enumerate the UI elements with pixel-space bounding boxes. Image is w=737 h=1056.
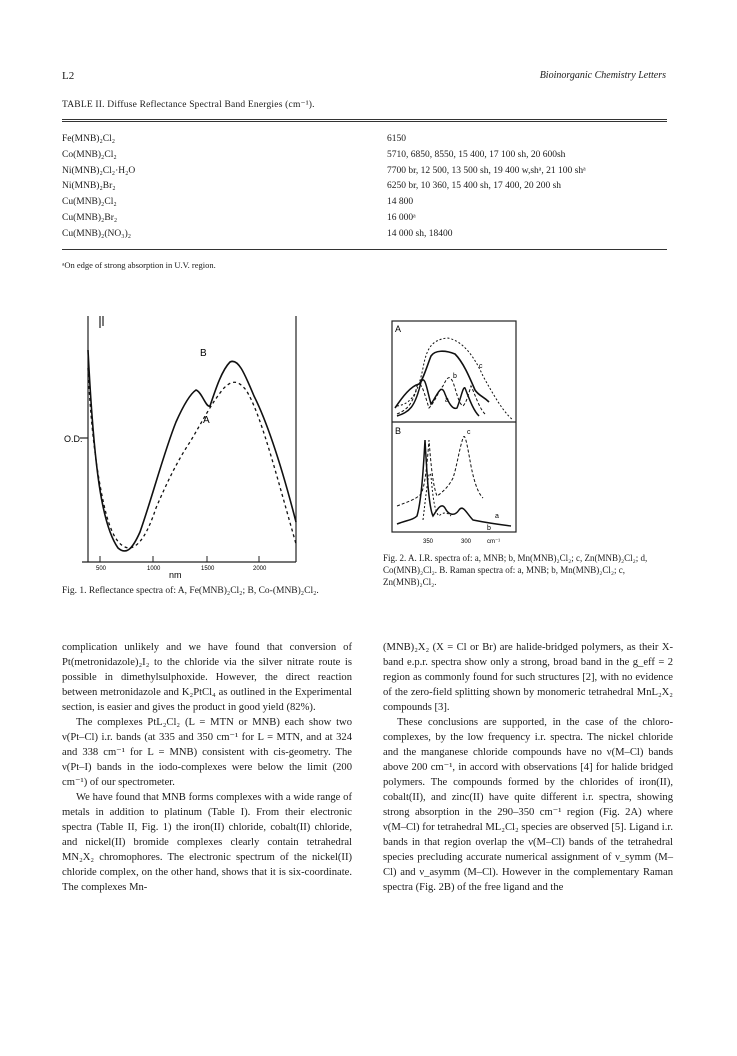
table-row <box>62 227 667 241</box>
fig2-B-label-b: b <box>487 525 491 532</box>
compound-cell: Ni(MNB)₂Br₂ <box>62 181 116 192</box>
band-energies-cell: 16 000ᵃ <box>387 213 416 223</box>
fig1-curve-B <box>88 350 296 551</box>
paragraph: These conclusions are supported, in the case of the chloro-complexes, by the low frequency i.r. spectra. The nickel chloride and the manganese chloride compounds have no ν(M–Cl) bands above 200 cm⁻¹, in accord with observations [4] for halide bridged polymers. The compounds formed by the chlorides of iron(II), cobalt(II), and zinc(II) have quite different i.r. spectra, showing strong absorption in the 290–350 cm⁻¹ region (Fig. 2A) where ν(M–Cl) for tetrahedral ML₂Cl₂ species are observed [5]. Ligand i.r. bands in that region overlap the ν(M–Cl) bands of the tetrahedral species precluding accurate numerical assignment of ν_symm (M–Cl) and ν_asymm (M–Cl). However in the complementary Raman spectra (Fig. 2B) of the free ligand and the <box>383 717 673 893</box>
table-row <box>62 195 667 209</box>
compound-cell: Fe(MNB)₂Cl₂ <box>62 134 116 144</box>
table-row <box>62 164 667 178</box>
table-top-rule <box>62 119 667 120</box>
compound-cell: Cu(MNB)₂Br₂ <box>62 213 118 223</box>
band-energies-cell: 14 000 sh, 18400 <box>387 228 453 239</box>
table-row <box>62 179 667 193</box>
fig2-B-curve-a <box>397 440 511 526</box>
fig1-tick-label: 500 <box>96 566 107 572</box>
fig1-ylabel: O.D. <box>64 434 83 444</box>
figure-1 <box>60 310 320 582</box>
fig2-panel-B-label: B <box>395 426 402 436</box>
figure-2 <box>383 316 523 550</box>
compound-cell: Cu(MNB)₂Cl₂ <box>62 197 117 208</box>
table-footnote: ᵃOn edge of strong absorption in U.V. region. <box>62 260 216 270</box>
fig1-label-A: A <box>203 415 210 426</box>
fig1-label-B: B <box>200 348 207 359</box>
band-energies-cell: 14 800 <box>387 197 414 208</box>
fig2-tick-label: 300 <box>461 539 472 545</box>
paragraph: The complexes PtL₂Cl₂ (L = MTN or MNB) each show two ν(Pt–Cl) i.r. bands (at 335 and 350 cm⁻¹ for L = MTN, and at 324 and 338 cm⁻¹ for L = MNB) consistent with cis-geometry. The ν(Pt–I) bands in the iodo-complexes were below the limit (200 cm⁻¹) of our spectrometer. <box>62 717 352 788</box>
fig2-tick-label: 350 <box>423 539 434 545</box>
table-row <box>62 132 667 146</box>
table-top-rule-2 <box>62 121 667 122</box>
body-right-column <box>383 640 673 895</box>
fig2-B-label-c: c <box>467 429 471 436</box>
paragraph: We have found that MNB forms complexes with a wide range of metals in addition to platinum (Table I). From their electronic spectra (Table II, Fig. 1) the iron(II) chloride, cobalt(II) chloride, and nickel(II) bromide complexes clearly contain tetrahedral MN₂X₂ chromophores. The electronic spectrum of the nickel(II) chloride complex, on the other hand, shows that it is six-coordinate. The complexes Mn- <box>62 792 352 893</box>
band-energies-cell: 6150 <box>387 134 406 144</box>
page-number: L2 <box>62 70 75 82</box>
fig1-tick-label: 1500 <box>201 566 215 572</box>
fig2-A-label-b: b <box>453 373 457 380</box>
fig1-xlabel: nm <box>169 570 182 580</box>
fig2-A-curve-d <box>395 351 489 408</box>
fig2-A-label-a: a <box>445 397 449 404</box>
compound-cell: Co(MNB)₂Cl₂ <box>62 149 117 160</box>
fig2-panel-A-label: A <box>395 324 402 334</box>
fig2-A-label-c: c <box>479 363 483 370</box>
fig2-caption: Fig. 2. A. I.R. spectra of: a, MNB; b, Mn(MNB)₂Cl₂; c, Zn(MNB)₂Cl₂; d, Co(MNB)₂Cl₂. B. Raman spectra of: a, MNB; b, Mn(MNB)₂Cl₂; c, Zn(MNB)₂Cl₂. <box>383 553 648 587</box>
fig1-tick-label: 1000 <box>147 566 161 572</box>
table-caption: TABLE II. Diffuse Reflectance Spectral Band Energies (cm⁻¹). <box>62 100 315 110</box>
fig2-B-curve-c <box>397 436 483 506</box>
paragraph: (MNB)₂X₂ (X = Cl or Br) are halide-bridged polymers, as their X-band e.p.r. spectra show only a strong, broad band in the g_eff = 2 region as commonly found for such structures [2], with no evidence of the zero-field splitting shown by monomeric tetrahedral MnL₂X₂ compounds [3]. <box>383 642 673 713</box>
band-energies-cell: 6250 br, 10 360, 15 400 sh, 17 400, 20 200 sh <box>387 181 562 192</box>
body-left-column <box>62 640 352 895</box>
fig1-curve-A <box>88 368 296 548</box>
table-bottom-rule <box>62 249 667 250</box>
journal-title: Bioinorganic Chemistry Letters <box>539 70 666 81</box>
table-row <box>62 148 667 162</box>
band-energies-cell: 7700 br, 12 500, 13 500 sh, 19 400 w,shᵃ, 21 100 shᵃ <box>387 165 586 176</box>
fig2-frame <box>392 321 516 532</box>
fig2-B-label-a: a <box>495 513 499 520</box>
band-energies-cell: 5710, 6850, 8550, 15 400, 17 100 sh, 20 600sh <box>387 149 566 160</box>
fig1-tick-label: 2000 <box>253 566 267 572</box>
fig1-caption: Fig. 1. Reflectance spectra of: A, Fe(MNB)₂Cl₂; B, Co-(MNB)₂Cl₂. <box>62 586 319 596</box>
fig2-A-curve-a <box>397 380 479 416</box>
paragraph: complication unlikely and we have found that conversion of Pt(metronidazole)₂I₂ to the chloride via the silver nitrate route is possible in dimethylsulphoxide. However, the direct reaction between metronidazole and K₂PtCl₄ as outlined in the Experimental section, is easier and gives the product in good yield (82%). <box>62 642 352 713</box>
table-row <box>62 211 667 225</box>
fig2-tick-label: cm⁻¹ <box>487 539 501 545</box>
compound-cell: Ni(MNB)₂Cl₂·H₂O <box>62 165 136 176</box>
compound-cell: Cu(MNB)₂(NO₃)₂ <box>62 228 132 239</box>
